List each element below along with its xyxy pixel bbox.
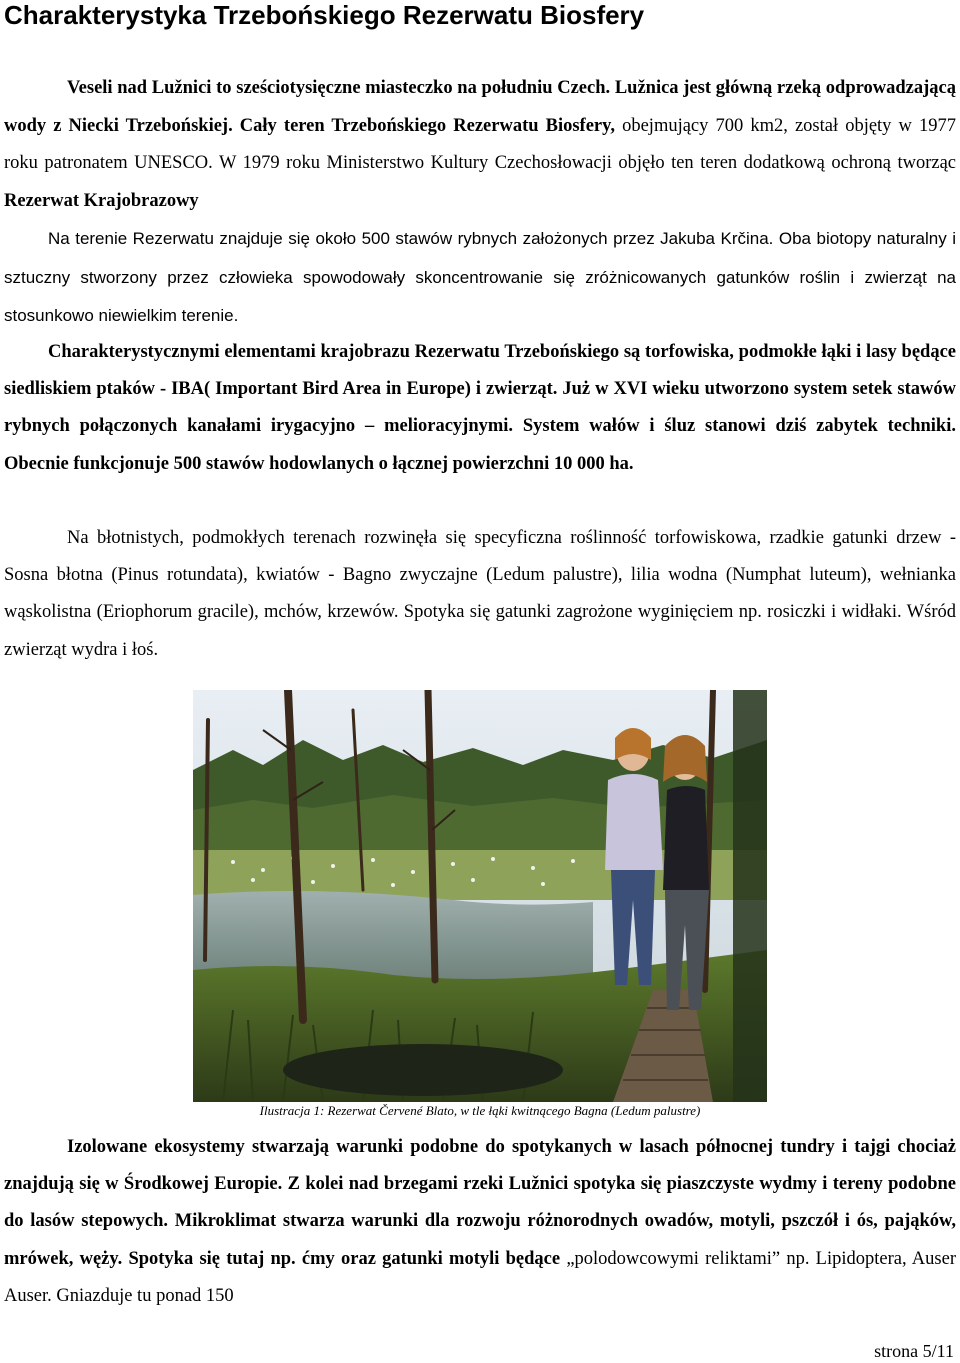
ponds-sans-text: Na terenie Rezerwatu znajduje się około 500 stawów rybnych założonych przez Jakuba Krčina. [48,229,774,248]
page-number: strona 5/11 [874,1341,954,1361]
ecosystems-bold-text: Izolowane ekosystemy stwarzają warunki podobne do spotykanych w lasach północnej tundry i tajgi chociaż znajdują się w Środkowej Europie. Z kolei nad brzegami rzeki Lužnici spotyka się piaszczyste wydmy i tereny podobne do lasów stepowych. Mikroklimat stwarza warunki dla rozwoju różnorodnych owadów, motyli, pszczół i ós, pająków, mrówek, węży. Spotyka się tutaj np. ćmy oraz gatunki motyli będące [4,1137,956,1269]
reserve-photo [193,690,767,1102]
intro-regular-text: obejmujący 700 km2, został objęty w 1977 roku patronatem UNESCO. W 1979 roku Ministerstwo Kultury Czechosłowacji objęło ten teren dodatkową ochroną tworząc [4,115,956,173]
ponds-biotopes-text: Oba biotopy naturalny i sztuczny stworzony przez człowieka spowodowały skoncentrowanie się zróżnicowanych gatunków roślin i zwierząt na stosunkowo niewielkim terenie. [4,229,956,325]
paragraph-ponds [4,220,956,336]
paragraph-landscape: Charakterystycznymi elementami krajobrazu Rezerwatu Trzebońskiego są torfowiska, podmokłe łąki i lasy będące siedliskiem ptaków - IBA( Important Bird Area in Europe) i zwierząt. Już w XVI wieku utworzono system setek stawów rybnych połączonych kanałami irygacyjno – melioracyjnymi. System wałów i śluz stanowi dziś zabytek techniki. Obecnie funkcjonuje 500 stawów hodowlanych o łącznej powierzchni 10 000 ha. [4,342,956,474]
paragraph-ecosystems [4,1129,956,1315]
paragraph-intro [4,70,956,220]
page-title: Charakterystyka Trzebońskiego Rezerwatu Biosfery [4,0,645,30]
reserve-photo-image [193,690,767,1102]
intro-bold-text: Veseli nad Lužnici to sześciotysięczne miasteczko na południu Czech. Lužnica jest główną rzeką odprowadzającą wody z Niecki Trzebońskiej. Cały teren Trzebońskiego Rezerwatu Biosfery, [4,78,956,136]
figure-caption: Ilustracja 1: Rezerwat Červené Blato, w tle łąki kwitnącego Bagna (Ledum palustre) [259,1103,701,1118]
intro-reserve-name: Rezerwat Krajobrazowy [4,190,199,211]
ecosystems-regular-text: „polodowcowymi reliktami” np. Lipidoptera, Auser Auser. Gniazduje tu ponad 150 [4,1248,956,1306]
paragraph-flora: Na błotnistych, podmokłych terenach rozwinęła się specyficzna roślinność torfowiskowa, rzadkie gatunki drzew - Sosna błotna (Pinus rotundata), kwiatów - Bagno zwyczajne (Ledum palustre), lilia wodna (Numphat luteum), wełnianka wąskolistna (Eriophorum gracile), mchów, krzewów. Spotyka się gatunki zagrożone wyginięciem np. rosiczki i widłaki. Wśród zwierząt wydra i łoś. [4,528,956,660]
